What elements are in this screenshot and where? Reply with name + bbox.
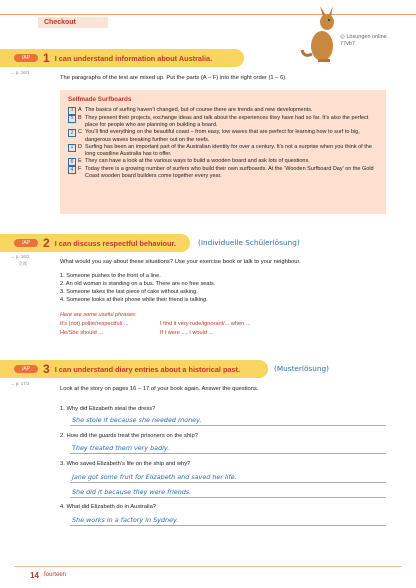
list-item: 1. Someone pushes to the front of a line. [60,273,161,279]
section-1-header [0,49,244,67]
talk-icon: 交流 [18,261,27,266]
solutions-online: ◎ Lösungen online 77vb7 [340,34,387,47]
phrase: If I were ..., I would ... [160,330,214,336]
answer-line [70,497,386,498]
answer-box[interactable]: 6 [68,158,76,166]
box-title: Selfmade Surfboards [68,96,132,103]
section-tag: /AP [14,239,38,247]
section-2-header [0,234,190,252]
solution-hint: (Individuelle Schülerlösung) [198,238,300,247]
question: 2. How did the guards treat the prisoners on the ship? [60,433,198,439]
phrase: I find it very rude/ignorant/... when ... [160,321,251,327]
answer-line [70,525,386,526]
section-title: I can discuss respectful behaviour. [54,238,176,248]
web-code: 77vb7 [340,41,355,47]
section-title: I can understand diary entries about a historical past. [54,364,240,374]
list-item: 5 B They present their projects, exchange ideas and talk about the experiences they have had so far. It’s also the perfect place for people who are planning on building a board. [68,115,378,129]
section-number: 3 [43,362,50,376]
question: 1. Why did Elizabeth steal the dress? [60,406,156,412]
answer[interactable]: Jane got some fruit for Elizabeth and saved her life. [72,473,237,481]
situation-list [60,272,360,304]
answer-box[interactable]: 5 [68,115,76,123]
answer-box[interactable]: 2 [68,129,76,137]
section-3-header [0,360,268,378]
kangaroo-illustration [300,6,340,64]
list-item: 6 E They can have a look at the various ways to build a wooden board and ask lots of questions. [68,158,378,166]
answer-line [70,425,386,426]
list-item: 2. An old woman is standing on a bus. There are no free seats. [60,281,216,287]
phrases-title: Here are some useful phrases: [60,312,137,318]
list-item: 2 C You’ll find everything on the beautiful coast – from easy, low waves that are perfect for learning how to surf to big, dangerous waves breaking further out on the reefs. [68,129,378,143]
answer[interactable]: She works in a factory in Sydney. [72,516,179,524]
answer[interactable]: She did it because they were friends. [72,488,192,496]
instruction: The paragraphs of the text are mixed up. Put the parts (A – F) into the right order (1 – 6). [60,75,287,81]
list-item: 4 F Today there is a growing number of surfers who build their own surfboards. At the ‘Wooden Surfboard Day’ on the Gold Coast wooden board builders come together every year. [68,166,378,180]
checkout-tab: Checkout [38,17,108,28]
section-tag: /AP [14,365,38,373]
solution-hint: (Musterlösung) [274,364,329,373]
section-title: I can understand information about Australia. [54,53,213,63]
section-number: 2 [43,236,50,250]
phrase: It’s (not) polite/respectful/ ... [60,321,129,327]
question: 3. Who saved Elizabeth’s life on the ship and why? [60,461,191,467]
list-item: 3 A The basics of surfing haven’t changed, but of course there are trends and new developments. [68,107,378,115]
phrase: He/She should ... [60,330,103,336]
answer[interactable]: She stole it because she needed money. [72,416,202,424]
instruction: What would you say about these situations? Use your exercise book or talk to your neighbour. [60,259,301,265]
page-reference: → p. 16/2 [10,254,30,259]
section-tag: /AP [14,54,38,62]
footer-rule [14,566,402,567]
page-reference: → p. 17/3 [10,381,30,386]
page-number: 14 [30,571,39,580]
answer-line [70,453,386,454]
page-reference: → p. 16/1 [10,70,30,75]
globe-icon: ◎ [340,34,345,40]
answer-box[interactable]: 1 [68,144,76,152]
text-box [60,90,386,214]
answer[interactable]: They treated them very badly. [72,444,170,452]
question: 4. What did Elizabeth do in Australia? [60,504,157,510]
answer-box[interactable]: 3 [68,107,76,115]
list-item: 1 D Surfing has been an important part of the Australian identity for over a century. It’s not a surprise when you think of the long coastline Australia has to offer. [68,144,378,158]
list-item: 4. Someone looks at their phone while their friend is talking. [60,297,208,303]
answer-line [70,482,386,483]
section-number: 1 [43,51,50,65]
answer-box[interactable]: 4 [68,166,76,174]
page-word: fourteen [44,572,67,578]
instruction: Look at the story on pages 16 – 17 of your book again. Answer the questions. [60,386,259,392]
list-item: 3. Someone takes the last piece of cake without asking. [60,289,198,295]
